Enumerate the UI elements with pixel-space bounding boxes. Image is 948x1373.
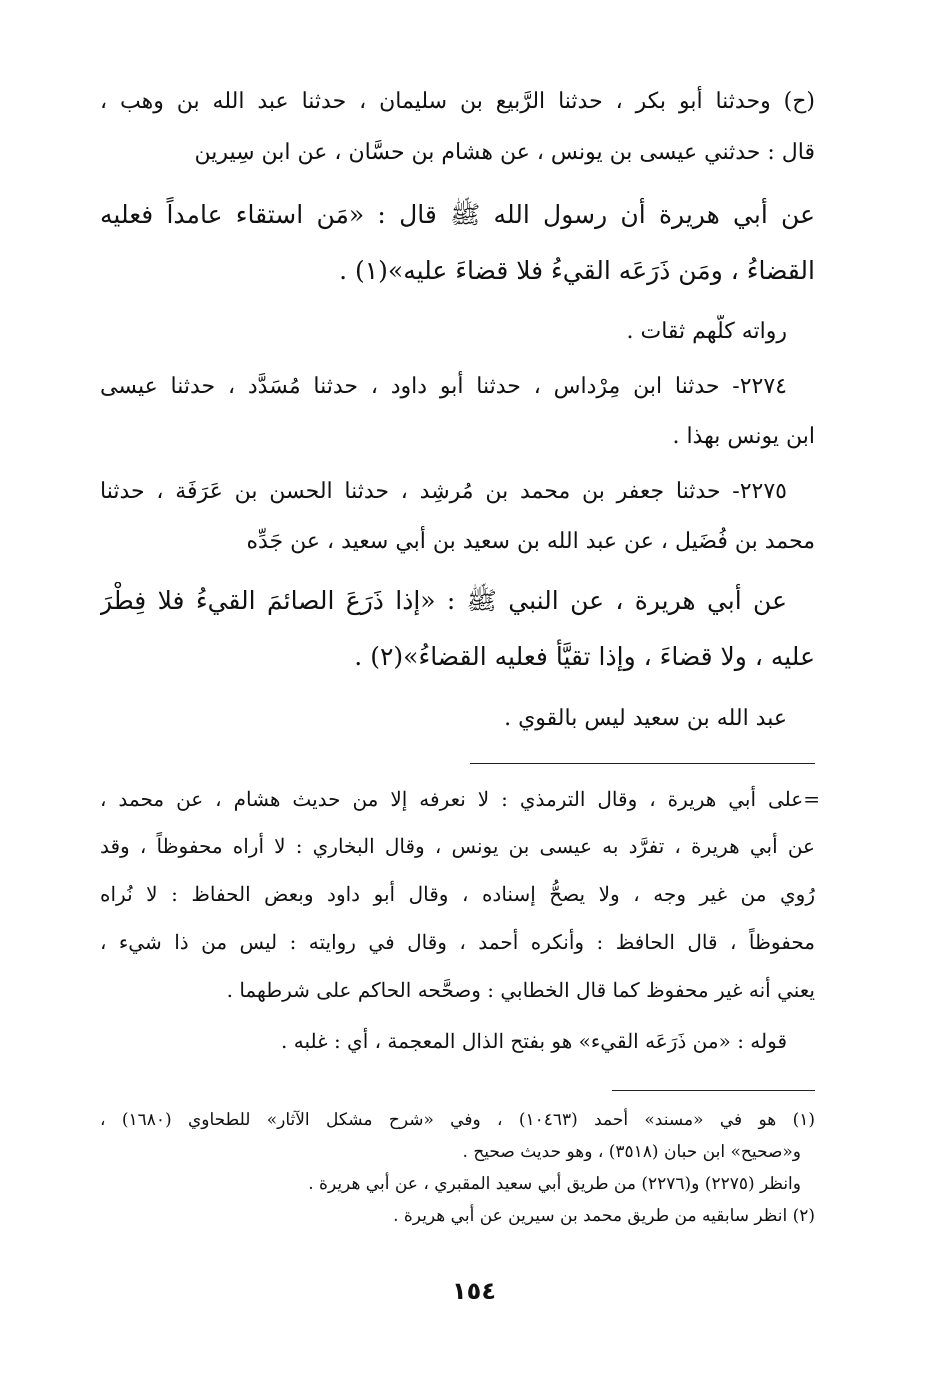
commentary-line: =على أبي هريرة ، وقال الترمذي : لا نعرفه إلا من حديث هشام ، عن محمد ، bbox=[100, 787, 820, 811]
hadith-text-line: عن أبي هريرة ، عن النبي ﷺ : «إذا ذَرَعَ الصائمَ القيءُ فلا فِطْرَ bbox=[100, 586, 787, 615]
footnote-separator bbox=[612, 1090, 815, 1091]
commentary-line: عن أبي هريرة ، تفرَّد به عيسى بن يونس ، وقال البخاري : لا أراه محفوظاً ، وقد bbox=[100, 834, 815, 858]
grading-line: عبد الله بن سعيد ليس بالقوي . bbox=[504, 706, 787, 731]
main-text-line: قال : حدثني عيسى بن يونس ، عن هشام بن حسَّان ، عن ابن سِيرين bbox=[194, 140, 815, 165]
footnote-line: (١) هو في «مسند» أحمد (١٠٤٦٣) ، وفي «شرح مشكل الآثار» للطحاوي (١٦٨٠) ، bbox=[100, 1110, 815, 1130]
footnote-line: و«صحيح» ابن حبان (٣٥١٨) ، وهو حديث صحيح . bbox=[462, 1142, 801, 1162]
hadith-text-line: عليه ، ولا قضاءَ ، وإذا تقيَّأ فعليه القضاءُ»(٢) . bbox=[354, 642, 815, 671]
commentary-line: قوله : «من ذَرَعَه القيء» هو بفتح الذال المعجمة ، أي : غلبه . bbox=[281, 1029, 787, 1053]
commentary-separator bbox=[470, 763, 815, 764]
footnote-line: (٢) انظر سابقيه من طريق محمد بن سيرين عن أبي هريرة . bbox=[393, 1206, 815, 1226]
commentary-line: محفوظاً ، قال الحافظ : وأنكره أحمد ، وقال في روايته : ليس من ذا شيء ، bbox=[100, 930, 815, 954]
hadith-text-line: القضاءُ ، ومَن ذَرَعَه القيءُ فلا قضاءَ عليه»(١) . bbox=[339, 256, 815, 285]
commentary-line: رُوي من غير وجه ، ولا يصحُّ إسناده ، وقال أبو داود وبعض الحفاظ : لا نُراه bbox=[100, 882, 815, 906]
hadith-text-line: عن أبي هريرة أن رسول الله ﷺ قال : «مَن استقاء عامداً فعليه bbox=[100, 200, 815, 229]
hadith-2274-line: ٢٢٧٤- حدثنا ابن مِرْداس ، حدثنا أبو داود ، حدثنا مُسَدَّد ، حدثنا عيسى bbox=[100, 374, 787, 399]
main-text-line: (ح) وحدثنا أبو بكر ، حدثنا الرَّبيع بن سليمان ، حدثنا عبد الله بن وهب ، bbox=[100, 89, 815, 114]
hadith-2274-line: ابن يونس بهذا . bbox=[672, 424, 815, 449]
hadith-2275-line: ٢٢٧٥- حدثنا جعفر بن محمد بن مُرشِد ، حدثنا الحسن بن عَرَفَة ، حدثنا bbox=[100, 479, 787, 504]
hadith-2275-line: محمد بن فُضَيل ، عن عبد الله بن سعيد بن أبي سعيد ، عن جَدِّه bbox=[246, 529, 815, 554]
page-number: ١٥٤ bbox=[452, 1277, 496, 1305]
grading-line: رواته كلُّهم ثقات . bbox=[626, 319, 787, 344]
book-page bbox=[100, 70, 820, 1310]
footnote-line: وانظر (٢٢٧٥) و(٢٢٧٦) من طريق أبي سعيد المقبري ، عن أبي هريرة . bbox=[308, 1174, 801, 1194]
commentary-line: يعني أنه غير محفوظ كما قال الخطابي : وصحَّحه الحاكم على شرطهما . bbox=[226, 978, 815, 1002]
